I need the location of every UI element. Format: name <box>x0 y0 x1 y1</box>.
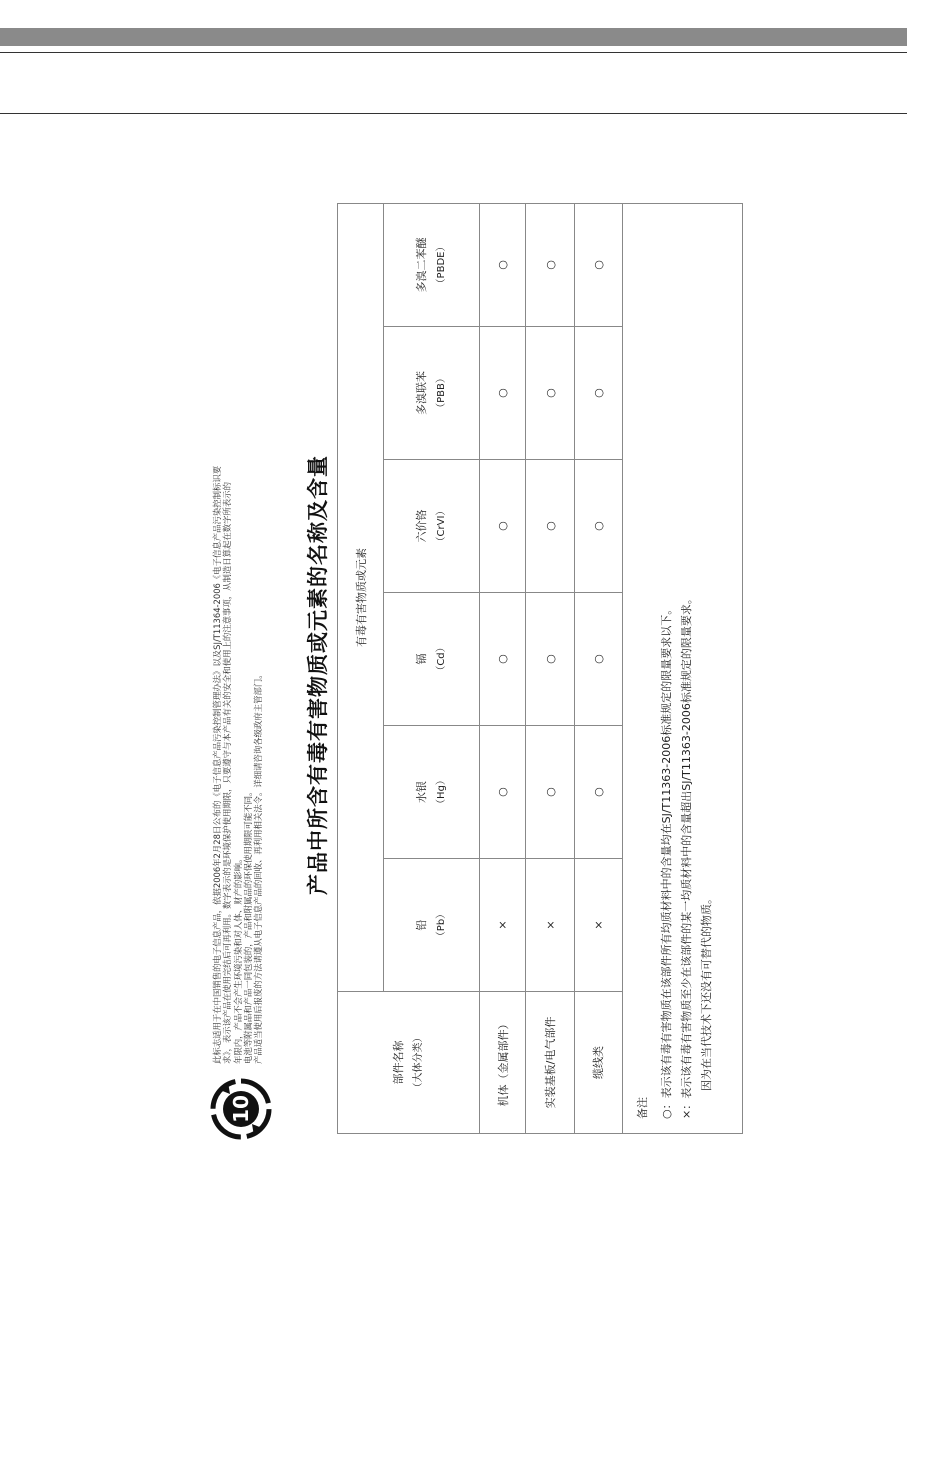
mark-cell: ○ <box>480 460 526 593</box>
mark-cell: ○ <box>526 593 574 726</box>
table-row <box>526 203 574 1133</box>
part-header-sub: （大体分类） <box>412 1032 424 1093</box>
header-rule-top <box>0 52 907 53</box>
intro-paragraph <box>212 214 263 1064</box>
mark-cell: × <box>480 859 526 992</box>
header-rule-bottom <box>0 113 907 114</box>
mark-cell: ○ <box>574 327 622 460</box>
part-name: 缆线类 <box>574 992 622 1134</box>
mark-cell: ○ <box>526 726 574 859</box>
table-row <box>574 203 622 1133</box>
mark-cell: ○ <box>480 726 526 859</box>
mark-cell: ○ <box>480 203 526 326</box>
note-x-line2: 因为在当代技术下还没有可替代的物质。 <box>699 893 713 1091</box>
page-title: 产品中所含有毒有害物质或元素的名称及含量 <box>306 455 330 895</box>
intro-line: 产品适当使用后报废的方法请遵从电子信息产品的回收、再利用相关法令。详细请咨询各级政府主管部门。 <box>253 670 264 1064</box>
substance-header: 六价铬 （CrVI） <box>384 460 480 593</box>
intro-line: 此标志适用于在中国销售的电子信息产品，依据2006年2月28日公布的《电子信息产品污染控制管理办法》以及SJ/T11364-2006《电子信息产品污染控制标识要 <box>212 465 222 1064</box>
mark-cell: × <box>526 859 574 992</box>
notes-cell <box>622 203 742 1133</box>
part-header: 部件名称 <box>391 1040 405 1085</box>
table-row <box>480 203 526 1133</box>
part-name: 实装基板/电气部件 <box>526 992 574 1134</box>
part-name: 机体（金属部件） <box>480 992 526 1134</box>
mark-cell: ○ <box>526 460 574 593</box>
substance-header: 多溴联苯 （PBB） <box>384 327 480 460</box>
part-header-cell <box>338 992 480 1134</box>
mark-cell: ○ <box>574 460 622 593</box>
substance-header: 多溴二苯醚 （PBDE） <box>384 203 480 326</box>
mark-cell: ○ <box>526 203 574 326</box>
mark-cell: × <box>574 859 622 992</box>
substance-header: 铅 （Pb） <box>384 859 480 992</box>
mark-cell: ○ <box>480 327 526 460</box>
mark-cell: ○ <box>574 726 622 859</box>
hazardous-substance-table <box>337 203 743 1134</box>
group-header: 有毒有害物质或元素 <box>338 203 384 991</box>
substance-header: 水银 （Hg） <box>384 726 480 859</box>
note-x-line: ×：表示该有毒有害物质至少在该部件的某一均质材料中的含量超出SJ/T11363-2006标准规定的限量要求。 <box>679 593 693 1119</box>
intro-line: 求》，表示该产品在使用完结后可再利用。数字表示的是环境保护使用期限，只要遵守与本产品有关的安全和使用上的注意事项，从制造日算起在数字所表示的 <box>222 481 233 1064</box>
top-gray-bar <box>0 28 907 46</box>
note-o-line: ○：表示该有毒有害物质在该部件所有均质材料中的含量均在SJ/T11363-2006标准规定的限量要求以下。 <box>659 603 673 1119</box>
mark-cell: ○ <box>574 203 622 326</box>
mark-cell: ○ <box>480 593 526 726</box>
intro-line: 电池等附属品和产品一同包装的，产品和附属品的环保使用期限可能不同。 <box>242 787 253 1064</box>
rohs-content-rotated <box>210 210 745 1140</box>
mark-cell: ○ <box>526 327 574 460</box>
svg-text:10: 10 <box>229 1095 253 1123</box>
recycle-10-logo-icon <box>210 1078 272 1140</box>
mark-cell: ○ <box>574 593 622 726</box>
notes-title: 备注 <box>635 1097 649 1119</box>
intro-line: 年限内，产品不会产生环境污染和对人体、财产的影响。 <box>232 854 243 1064</box>
substance-header: 镉 （Cd） <box>384 593 480 726</box>
